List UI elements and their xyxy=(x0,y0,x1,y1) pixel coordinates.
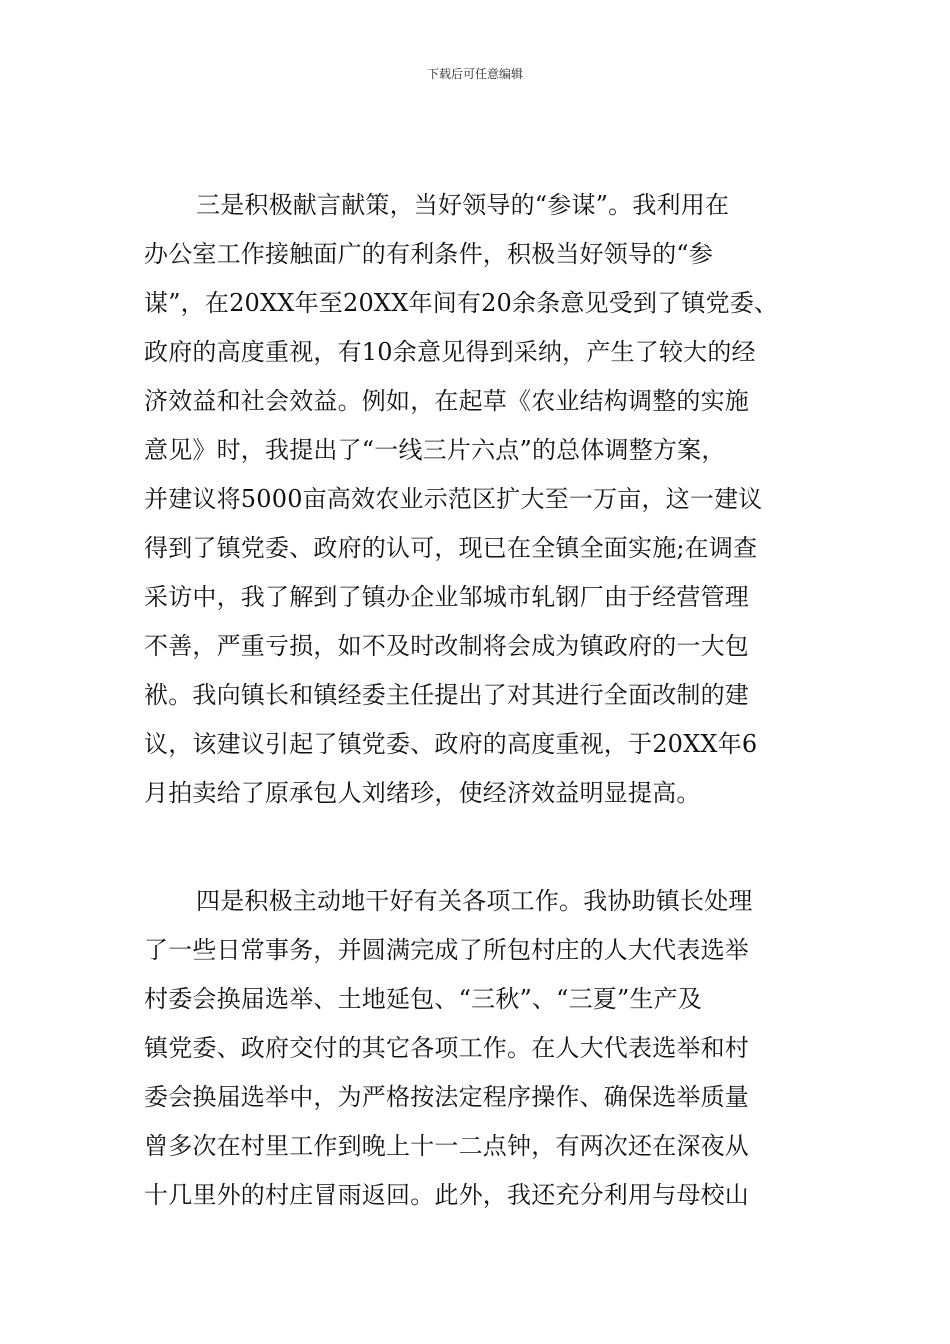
paragraph-1-line-3: 谋”，在20XX年至20XX年间有20余条意见受到了镇党委、 xyxy=(144,289,779,317)
paragraph-2-line-1: 四是积极主动地干好有关各项工作。我协助镇长处理 xyxy=(196,887,753,915)
paragraph-2-line-6: 曾多次在村里工作到晚上十一二点钟，有两次还在深夜从 xyxy=(144,1132,749,1160)
paragraph-1-line-5: 济效益和社会效益。例如，在起草《农业结构调整的实施 xyxy=(144,387,749,415)
paragraph-1-line-10: 不善，严重亏损，如不及时改制将会成为镇政府的一大包 xyxy=(144,632,749,660)
paragraph-1 xyxy=(144,181,808,818)
paragraph-1-line-12: 议，该建议引起了镇党委、政府的高度重视，于20XX年6 xyxy=(144,730,758,758)
paragraph-2 xyxy=(144,877,808,1220)
header-note: 下载后可任意编辑 xyxy=(426,67,523,81)
paragraph-2-line-7: 十几里外的村庄冒雨返回。此外，我还充分利用与母校山 xyxy=(144,1181,749,1209)
paragraph-1-line-6: 意见》时，我提出了“一线三片六点”的总体调整方案， xyxy=(144,436,726,464)
paragraph-1-line-13: 月拍卖给了原承包人刘绪珍，使经济效益明显提高。 xyxy=(144,779,701,807)
paragraph-1-line-9: 采访中，我了解到了镇办企业邹城市轧钢厂由于经营管理 xyxy=(144,583,749,611)
paragraph-2-line-5: 委会换届选举中，为严格按法定程序操作、确保选举质量 xyxy=(144,1083,749,1111)
paragraph-2-line-4: 镇党委、政府交付的其它各项工作。在人大代表选举和村 xyxy=(144,1034,749,1062)
paragraph-1-line-7: 并建议将5000亩高效农业示范区扩大至一万亩，这一建议 xyxy=(144,485,763,513)
paragraph-2-line-2: 了一些日常事务，并圆满完成了所包村庄的人大代表选举 xyxy=(144,936,749,964)
paragraph-1-line-4: 政府的高度重视，有10余意见得到采纳，产生了较大的经 xyxy=(144,338,756,366)
paragraph-1-line-1: 三是积极献言献策，当好领导的“参谋”。我利用在 xyxy=(196,191,730,219)
paragraph-1-line-8: 得到了镇党委、政府的认可，现已在全镇全面实施;在调查 xyxy=(144,534,758,562)
paragraph-1-line-11: 袱。我向镇长和镇经委主任提出了对其进行全面改制的建 xyxy=(144,681,749,709)
paragraph-2-line-3: 村委会换届选举、土地延包、“三秋”、“三夏”生产及 xyxy=(144,985,703,1013)
paragraph-1-line-2: 办公室工作接触面广的有利条件，积极当好领导的“参 xyxy=(144,240,714,268)
